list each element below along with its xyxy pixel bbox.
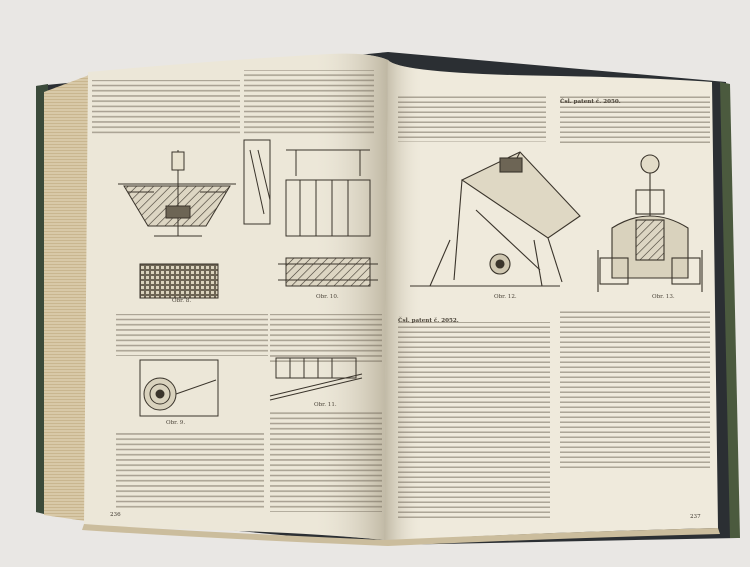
left-text-col2-mid bbox=[270, 314, 382, 362]
left-text-col2-bottom bbox=[270, 412, 382, 512]
left-text-col1-bottom bbox=[116, 432, 264, 508]
caption-obr-11: Obr. 11. bbox=[314, 402, 337, 408]
heading-patent-2052: Čsl. patent č. 2052. bbox=[398, 318, 459, 324]
caption-obr-8: Obr. 8. bbox=[172, 298, 192, 304]
left-text-col2-top bbox=[244, 70, 374, 134]
page-number-left: 236 bbox=[110, 512, 121, 518]
caption-obr-13: Obr. 13. bbox=[652, 294, 675, 300]
left-text-col1-top bbox=[92, 80, 240, 136]
right-text-top-col1 bbox=[398, 94, 546, 142]
caption-obr-10: Obr. 10. bbox=[316, 294, 339, 300]
left-text-col1-mid bbox=[116, 314, 268, 356]
page-number-right: 237 bbox=[690, 514, 701, 520]
caption-obr-9: Obr. 9. bbox=[166, 420, 186, 426]
right-text-bottom-col1 bbox=[398, 322, 550, 518]
caption-obr-12: Obr. 12. bbox=[494, 294, 517, 300]
heading-patent-2050: Čsl. patent č. 2050. bbox=[560, 99, 621, 105]
right-text-bottom-col2 bbox=[560, 310, 710, 470]
